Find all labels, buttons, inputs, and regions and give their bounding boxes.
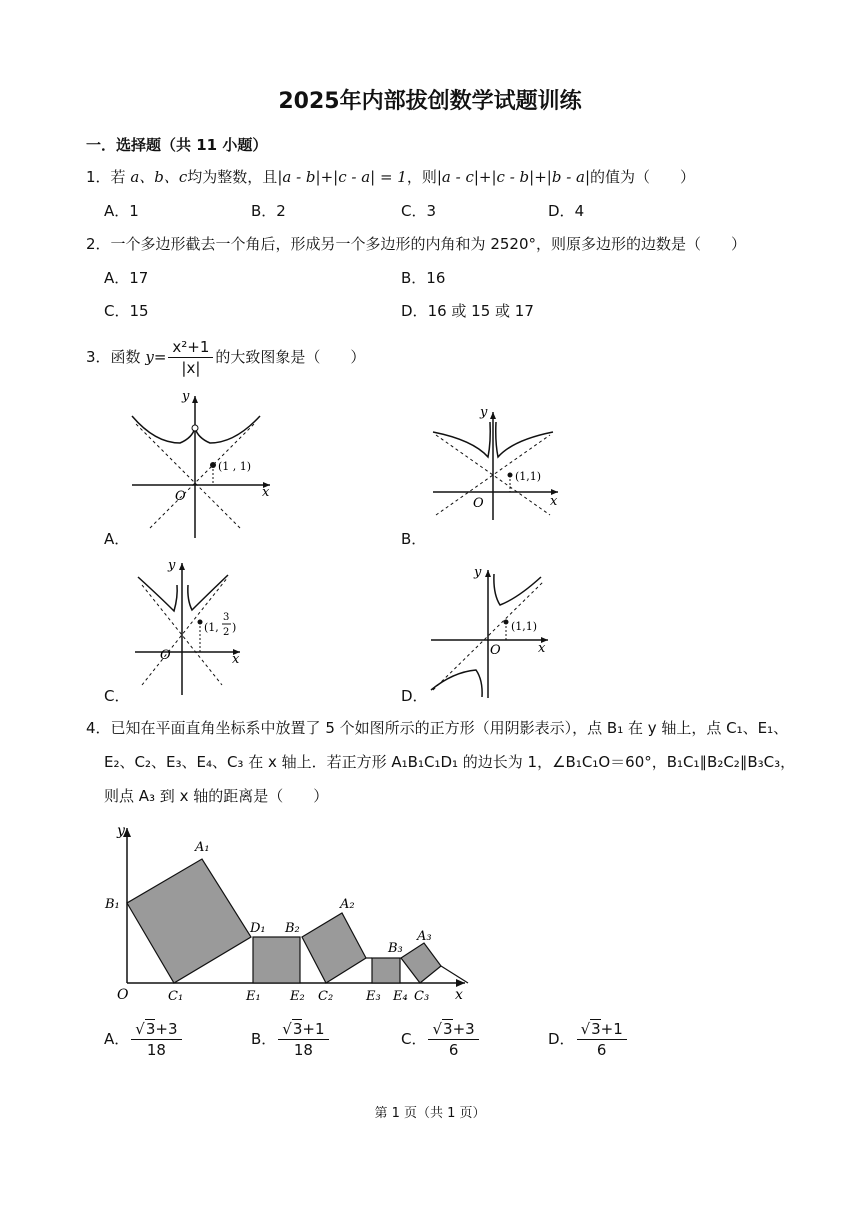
- radicand: 3: [145, 1020, 156, 1038]
- label-b3: B₃: [388, 941, 403, 956]
- point-label-post: ): [232, 621, 237, 634]
- q2-option-c[interactable]: [104, 300, 149, 321]
- q2-option-d[interactable]: [401, 300, 534, 321]
- q3-option-a[interactable]: A．: [104, 530, 130, 548]
- radicand: 3: [591, 1020, 601, 1038]
- q4-option-a[interactable]: [104, 1020, 184, 1059]
- square-d1b2e2e1: [253, 937, 300, 983]
- x-label: x: [232, 652, 240, 667]
- label-d1: D₁: [250, 921, 266, 936]
- q3-graph-b: [428, 402, 568, 522]
- y-label: y: [480, 405, 488, 420]
- label-c2: C₂: [318, 989, 334, 1004]
- q3-y: y: [145, 348, 154, 366]
- q3-eq: =: [153, 348, 167, 366]
- q1-tail: 的值为（ ）: [590, 168, 696, 186]
- x-label: x: [538, 641, 546, 656]
- page-footer: 第 1 页（共 1 页）: [374, 1106, 486, 1121]
- q1-option-c[interactable]: [401, 200, 436, 221]
- y-axis-arrow: [192, 396, 198, 403]
- origin-label: O: [175, 489, 186, 504]
- curve-right: [195, 416, 260, 443]
- point-label: (1 , 1): [218, 460, 252, 473]
- curve-right: [494, 574, 541, 605]
- label-a2: A₂: [340, 897, 355, 912]
- y-label: y: [117, 823, 125, 839]
- q1-condition: |a - b|+|c - a| = 1: [277, 168, 407, 186]
- numerator-rest: +1: [302, 1020, 325, 1038]
- q4-option-b[interactable]: [251, 1020, 331, 1059]
- point-label-pre: (1,: [204, 621, 219, 634]
- x-label: x: [455, 987, 463, 1003]
- q1-option-d[interactable]: [548, 200, 584, 221]
- q4-option-d[interactable]: [548, 1020, 629, 1059]
- y-axis-arrow: [490, 412, 496, 419]
- q3-graph-a: [120, 388, 280, 538]
- q3-graph-d: [428, 562, 558, 702]
- option-text: 15: [129, 302, 149, 320]
- q3-fraction: [168, 338, 213, 377]
- question-3: [86, 338, 365, 377]
- option-label: B．: [401, 269, 427, 287]
- option-text: 2: [276, 202, 286, 220]
- q4-figure: [100, 816, 480, 1012]
- q2-number: 2．: [86, 235, 111, 253]
- option-label: B．: [251, 1030, 277, 1048]
- q4-number: 4．: [86, 719, 111, 737]
- option-text: 16: [426, 269, 446, 287]
- y-label: y: [474, 565, 482, 580]
- q3-denominator: |x|: [181, 359, 201, 377]
- label-b2: B₂: [285, 921, 300, 936]
- point-label-num: 3: [223, 612, 230, 623]
- point-label: (1,1): [515, 470, 542, 483]
- option-label: A．: [104, 1030, 130, 1048]
- option-text: 3: [426, 202, 437, 220]
- q3-graph-c: [130, 555, 260, 697]
- square-a2b2c2: [302, 913, 366, 983]
- option-label: D．: [548, 202, 575, 220]
- denominator: 18: [293, 1041, 313, 1059]
- option-fraction: $\frac{√3+3}{18}$: [131, 1020, 181, 1059]
- option-text: 4: [574, 202, 585, 220]
- square-b3e3e4: [372, 958, 400, 983]
- square-a3b3c3: [401, 943, 441, 983]
- origin-label: O: [490, 643, 501, 658]
- q1-number: 1．: [86, 168, 111, 186]
- q1-mid: 均为整数，且: [187, 168, 278, 186]
- option-text: 17: [129, 269, 149, 287]
- q2-option-b[interactable]: [401, 267, 445, 288]
- option-label: D．: [548, 1030, 575, 1048]
- question-4: [86, 717, 788, 738]
- section-heading: 一．选择题（共 11 小题）: [86, 136, 268, 154]
- option-label: C．: [401, 1030, 427, 1048]
- option-label: D．: [401, 302, 428, 320]
- point-label: (1,1): [511, 620, 538, 633]
- label-c3: C₃: [414, 989, 430, 1004]
- q1-expression: |a - c|+|c - b|+|b - a|: [436, 168, 591, 186]
- option-fraction: $\frac{√3+1}{6}$: [577, 1020, 627, 1059]
- denominator: 18: [146, 1041, 166, 1059]
- label-e2: E₂: [290, 989, 305, 1004]
- question-2: [86, 233, 746, 254]
- q4-line-1: 已知在平面直角坐标系中放置了 5 个如图所示的正方形（用阴影表示），点 B₁ 在 y 轴上，点 C₁、E₁、: [110, 719, 789, 737]
- q2-stem: 一个多边形截去一个角后，形成另一个多边形的内角和为 2520°，则原多边形的边数是（ ）: [110, 235, 746, 253]
- option-fraction: $\frac{√3+1}{18}$: [278, 1020, 328, 1059]
- option-label: C．: [401, 202, 427, 220]
- option-fraction: $\frac{√3+3}{6}$: [428, 1020, 478, 1059]
- curve-left: [431, 670, 482, 697]
- origin-label: O: [117, 987, 129, 1003]
- option-label: A．: [104, 269, 130, 287]
- q3-pre: 函数: [110, 348, 141, 366]
- point-label-den: 2: [223, 627, 230, 638]
- q4-line-2: E₂、C₂、E₃、E₄、C₃ 在 x 轴上．若正方形 A₁B₁C₁D₁ 的边长为 1，∠B₁C₁O＝60°，B₁C₁∥B₂C₂∥B₃C₃，: [104, 753, 796, 771]
- option-text: 1: [129, 202, 139, 220]
- numerator-rest: +3: [452, 1020, 475, 1038]
- label-c1: C₁: [168, 989, 184, 1004]
- q4-line-3: 则点 A₃ 到 x 轴的距离是（ ）: [104, 787, 329, 805]
- y-label: y: [182, 389, 190, 404]
- denominator: 6: [448, 1041, 459, 1059]
- q3-number: 3．: [86, 348, 111, 366]
- q3-option-c[interactable]: C．: [104, 687, 130, 705]
- option-label: C．: [104, 302, 130, 320]
- label-e3: E₃: [366, 989, 381, 1004]
- q3-option-b[interactable]: B．: [401, 530, 427, 548]
- label-e1: E₁: [246, 989, 261, 1004]
- label-b1: B₁: [105, 897, 120, 912]
- radicand: 3: [292, 1020, 303, 1038]
- curve-left: [138, 577, 177, 611]
- y-axis-arrow: [179, 563, 185, 570]
- open-point: [192, 425, 198, 431]
- q1-option-a[interactable]: [104, 200, 139, 221]
- q1-option-b[interactable]: [251, 200, 286, 221]
- connector-2: [441, 966, 468, 983]
- label-e4: E₄: [393, 989, 408, 1004]
- question-1: [86, 166, 695, 187]
- y-label: y: [168, 558, 176, 573]
- origin-label: O: [473, 496, 484, 511]
- numerator-rest: +1: [600, 1020, 623, 1038]
- q1-post: ，则: [406, 168, 437, 186]
- radicand: 3: [443, 1020, 453, 1038]
- page-title: 2025年内部拔创数学试题训练: [278, 89, 582, 114]
- x-label: x: [262, 485, 270, 500]
- q3-option-d[interactable]: D．: [401, 687, 428, 705]
- q3-post: 的大致图象是（ ）: [215, 348, 366, 366]
- curve-right: [188, 575, 228, 610]
- q3-numerator: x²+1: [168, 338, 213, 358]
- q1-vars: a、b、c: [130, 168, 188, 186]
- label-a3: A₃: [417, 929, 432, 944]
- option-text: 16 或 15 或 17: [427, 302, 534, 320]
- numerator-rest: +3: [155, 1020, 178, 1038]
- origin-label: O: [160, 648, 171, 663]
- denominator: 6: [596, 1041, 607, 1059]
- label-a1: A₁: [195, 840, 210, 855]
- option-label: A．: [104, 202, 130, 220]
- q2-option-a[interactable]: [104, 267, 148, 288]
- y-axis-arrow: [485, 570, 491, 577]
- q4-option-c[interactable]: [401, 1020, 481, 1059]
- option-label: B．: [251, 202, 277, 220]
- square-a1b1c1d1: [127, 859, 251, 983]
- q1-pre: 若: [110, 168, 126, 186]
- x-label: x: [550, 494, 558, 509]
